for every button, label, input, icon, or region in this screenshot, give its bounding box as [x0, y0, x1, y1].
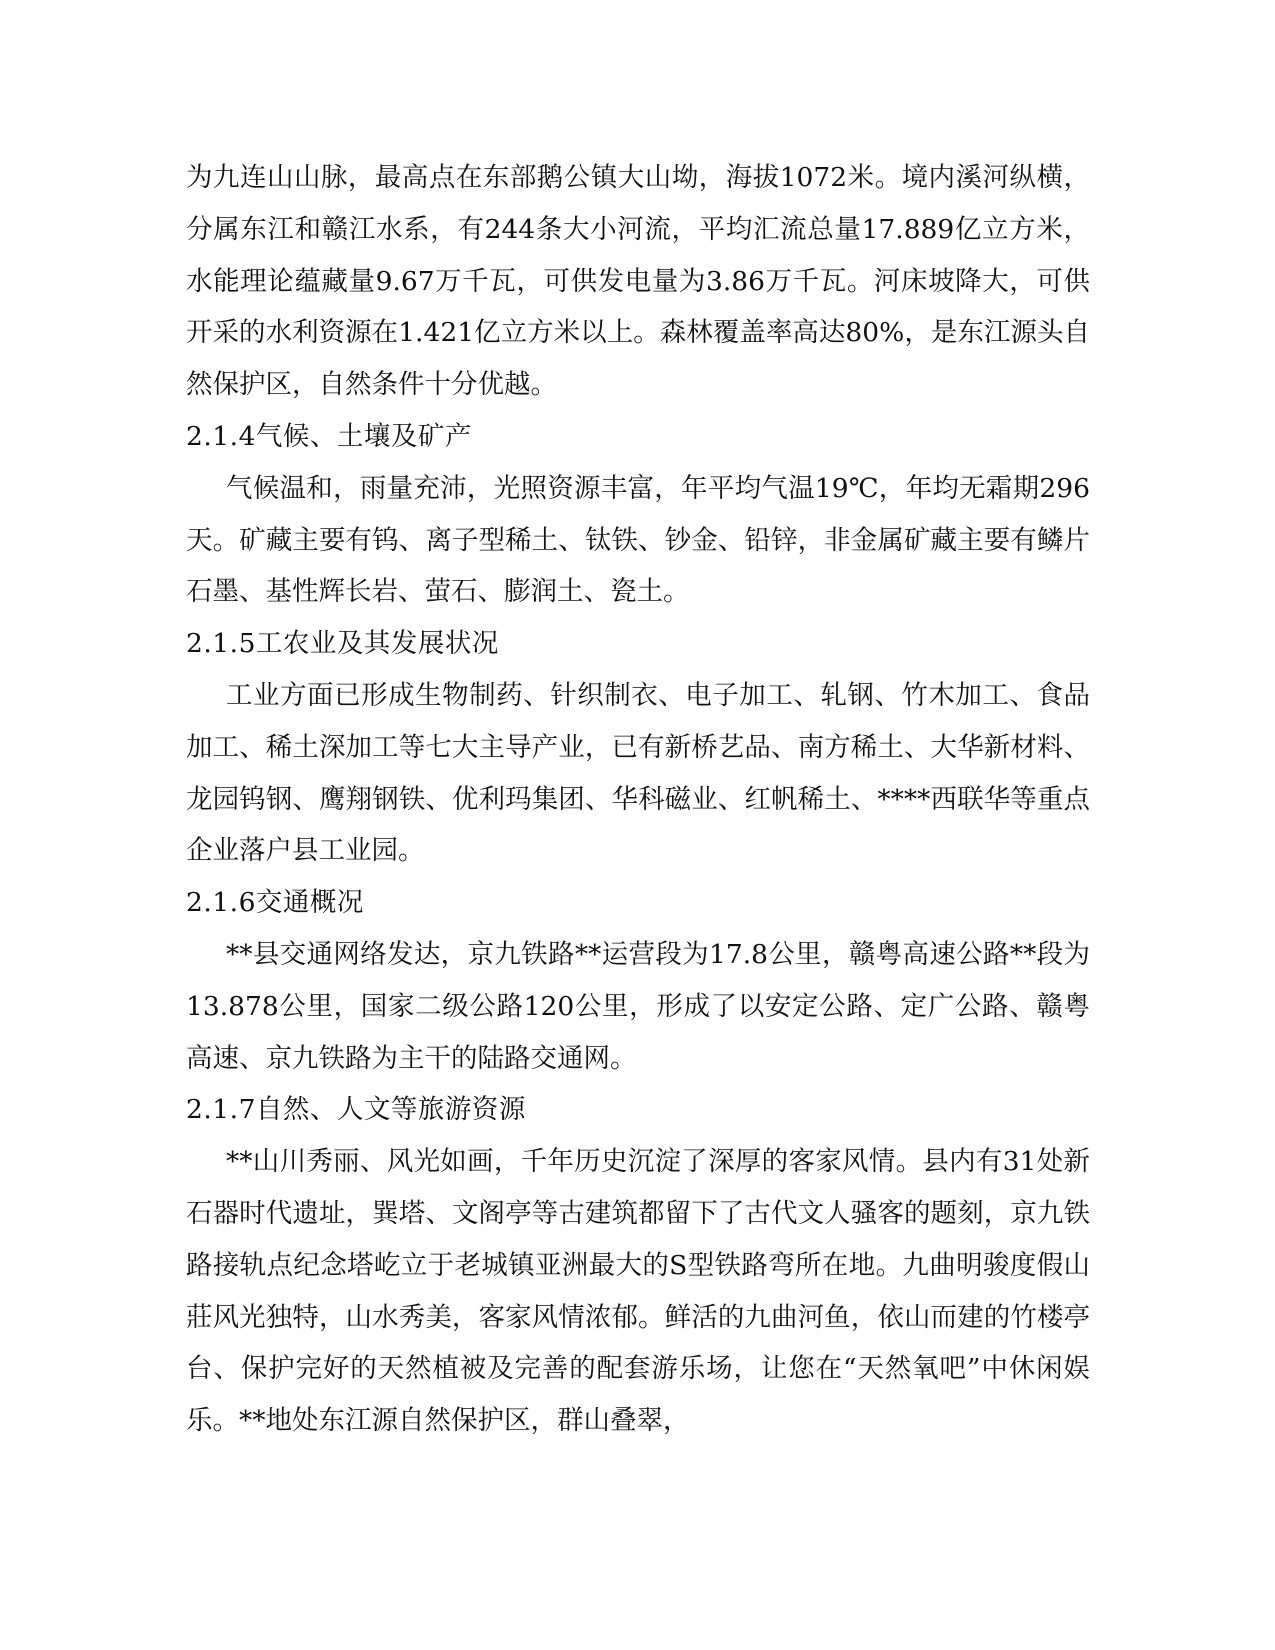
paragraph-transport: **县交通网络发达，京九铁路**运营段为17.8公里，赣粤高速公路**段为13.878公里，国家二级公路120公里，形成了以安定公路、定广公路、赣粤高速、京九铁路为主干的陆路交通网。 [186, 938, 1090, 1074]
document-body [186, 152, 1090, 1447]
paragraph-terrain-water: 为九连山山脉，最高点在东部鹅公镇大山坳，海拔1072米。境内溪河纵横，分属东江和赣江水系，有244条大小河流，平均汇流总量17.889亿立方米，水能理论蕴藏量9.67万千瓦，可供发电量为3.86万千瓦。河床坡降大，可供开采的水利资源在1.421亿立方米以上。森林覆盖率高达80%，是东江源头自然保护区，自然条件十分优越。 [186, 162, 1090, 401]
section-heading-tourism: 2.1.7自然、人文等旅游资源 [186, 1094, 526, 1126]
paragraph-climate: 气候温和，雨量充沛，光照资源丰富，年平均气温19℃，年均无霜期296天。矿藏主要有钨、离子型稀土、钛铁、钞金、铅锌，非金属矿藏主要有鳞片石墨、基性辉长岩、萤石、膨润土、瓷土。 [186, 472, 1090, 608]
paragraph-tourism: **山川秀丽、风光如画，千年历史沉淀了深厚的客家风情。县内有31处新石器时代遗址，巽塔、文阁亭等古建筑都留下了古代文人骚客的题刻，京九铁路接轨点纪念塔屹立于老城镇亚洲最大的S型铁路弯所在地。九曲明骏度假山莊风光独特，山水秀美，客家风情浓郁。鲜活的九曲河鱼，依山而建的竹楼亭台、保护完好的天然植被及完善的配套游乐场，让您在“天然氧吧”中休闲娱乐。**地处东江源自然保护区，群山叠翠， [186, 1146, 1090, 1437]
section-heading-climate: 2.1.4气候、土壤及矿产 [186, 420, 472, 452]
paragraph-industry: 工业方面已形成生物制药、针织制衣、电子加工、轧钢、竹木加工、食品加工、稀土深加工等七大主导产业，已有新桥艺品、南方稀土、大华新材料、龙园钨钢、鹰翔钢铁、优利玛集团、华科磁业、红帆稀土、****西联华等重点企业落户县工业园。 [186, 679, 1090, 867]
section-heading-transport: 2.1.6交通概况 [186, 887, 364, 919]
section-heading-industry: 2.1.5工农业及其发展状况 [186, 628, 499, 660]
